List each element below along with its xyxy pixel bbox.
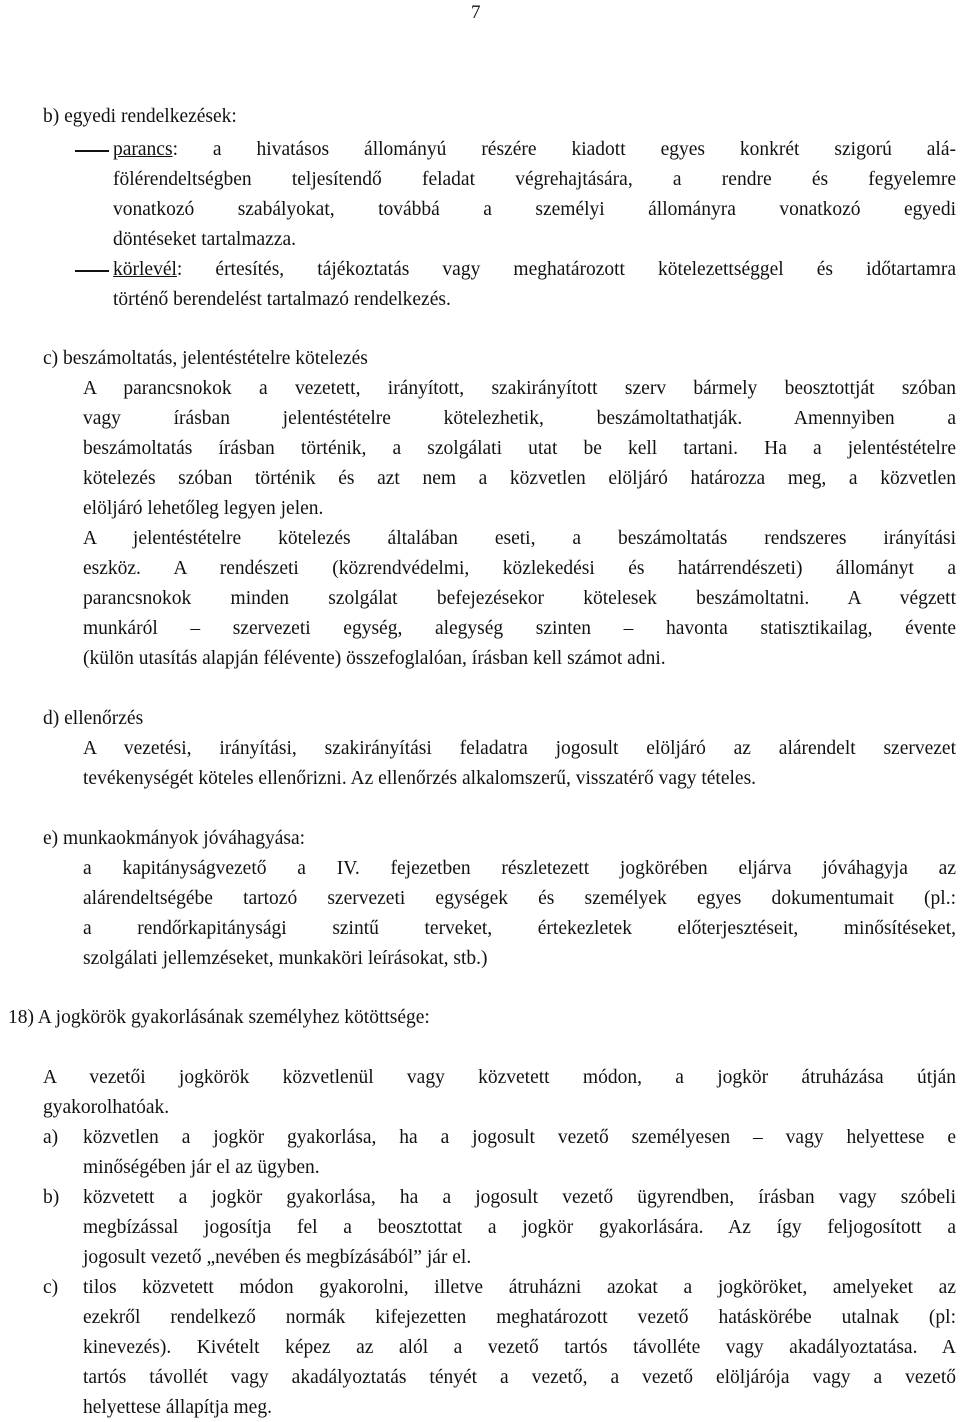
s18-intro-line: A vezetői jogkörök közvetlenül vagy közvetett módon, a jogkör átruházása útján bbox=[43, 1067, 956, 1088]
c-line: eszköz. A rendészeti (közrendvédelmi, közlekedési és határrendészeti) állományt a bbox=[83, 558, 956, 579]
section-18-heading: 18) A jogkörök gyakorlásának személyhez kötöttsége: bbox=[8, 1007, 430, 1028]
e-line: szolgálati jellemzéseket, munkaköri leírásokat, stb.) bbox=[83, 948, 488, 969]
c-line: A jelentéstételre kötelezés általában eseti, a beszámoltatás rendszeres irányítási bbox=[83, 528, 956, 549]
e-line: a kapitányságvezető a IV. fejezetben részletezett jogkörében eljárva jóváhagyja az bbox=[83, 858, 956, 879]
s18-a-line: közvetlen a jogkör gyakorlása, ha a jogosult vezető személyesen – vagy helyettese e bbox=[83, 1127, 956, 1148]
term-parancs: parancs bbox=[113, 139, 173, 160]
s18-c-line: ezekről rendelkező normák kifejezetten meghatározott vezető hatáskörébe utalnak (pl: bbox=[83, 1307, 956, 1328]
s18-a-line: minőségében jár el az ügyben. bbox=[83, 1157, 320, 1178]
section-e-heading: e) munkaokmányok jóváhagyása: bbox=[43, 828, 306, 849]
b-item2-line2: történő berendelést tartalmazó rendelkezés. bbox=[113, 289, 451, 310]
c-line: parancsnokok minden szolgálat befejezésekor kötelesek beszámoltatni. A végzett bbox=[83, 588, 956, 609]
s18-c-marker: c) bbox=[43, 1277, 59, 1298]
term-korlevel: körlevél bbox=[113, 259, 177, 280]
page-number: 7 bbox=[471, 2, 481, 23]
dash-bullet bbox=[75, 270, 109, 272]
section-b-heading: b) egyedi rendelkezések: bbox=[43, 106, 237, 127]
d-line: tevékenységét köteles ellenőrizni. Az ellenőrzés alkalomszerű, visszatérő vagy tételes. bbox=[83, 768, 757, 789]
b-item2-text1: : értesítés, tájékoztatás vagy meghatározott kötelezettséggel és időtartamra bbox=[176, 259, 956, 280]
c-line: (külön utasítás alapján félévente) összefoglalóan, írásban kell számot adni. bbox=[83, 648, 666, 669]
s18-b-line: megbízással jogosítja fel a beosztottat a jogkör gyakorlására. Az így feljogosított a bbox=[83, 1217, 956, 1238]
s18-intro-line: gyakorolhatóak. bbox=[43, 1097, 170, 1118]
d-line: A vezetési, irányítási, szakirányítási feladatra jogosult elöljáró az alárendelt szervezet bbox=[83, 738, 956, 759]
b-item1-line4: döntéseket tartalmazza. bbox=[113, 229, 296, 250]
s18-c-line: kinevezés). Kivételt képez az alól a vezető tartós távolléte vagy akadályoztatása. A bbox=[83, 1337, 956, 1358]
section-c-heading: c) beszámoltatás, jelentéstételre kötelezés bbox=[43, 348, 368, 369]
s18-b-marker: b) bbox=[43, 1187, 60, 1208]
c-line: beszámoltatás írásban történik, a szolgálati utat be kell tartani. Ha a jelentéstételre bbox=[83, 438, 956, 459]
b-item1-line3: vonatkozó szabályokat, továbbá a személyi állományra vonatkozó egyedi bbox=[113, 199, 956, 220]
s18-c-line: tilos közvetett módon gyakorolni, illetve átruházni azokat a jogköröket, amelyeket az bbox=[83, 1277, 956, 1298]
s18-b-line: közvetett a jogkör gyakorlása, ha a jogosult vezető ügyrendben, írásban vagy szóbeli bbox=[83, 1187, 956, 1208]
b-item2-line1 bbox=[113, 258, 956, 282]
dash-bullet bbox=[75, 150, 109, 152]
s18-c-line: helyettese állapítja meg. bbox=[83, 1397, 272, 1418]
e-line: a rendőrkapitánysági szintű terveket, értekezletek előterjesztéseit, minősítéseket, bbox=[83, 918, 956, 939]
b-item1-line2: fölérendeltségben teljesítendő feladat végrehajtására, a rendre és fegyelemre bbox=[113, 169, 956, 190]
e-line: alárendeltségébe tartozó szervezeti egységek és személyek egyes dokumentumait (pl.: bbox=[83, 888, 956, 909]
b-item1-text1: : a hivatásos állományú részére kiadott egyes konkrét szigorú alá- bbox=[172, 139, 956, 160]
b-item1-line1 bbox=[113, 138, 956, 162]
s18-b-line: jogosult vezető „nevében és megbízásából” jár el. bbox=[83, 1247, 472, 1268]
c-line: kötelezés szóban történik és azt nem a közvetlen elöljáró határozza meg, a közvetlen bbox=[83, 468, 956, 489]
s18-c-line: tartós távollét vagy akadályoztatás tényét a vezető, a vezető elöljárója vagy a vezető bbox=[83, 1367, 956, 1388]
section-d-heading: d) ellenőrzés bbox=[43, 708, 144, 729]
c-line: munkáról – szervezeti egység, alegység szinten – havonta statisztikailag, évente bbox=[83, 618, 956, 639]
c-line: vagy írásban jelentéstételre kötelezhetik, beszámoltathatják. Amennyiben a bbox=[83, 408, 956, 429]
c-line: A parancsnokok a vezetett, irányított, szakirányított szerv bármely beosztottját szóban bbox=[83, 378, 956, 399]
c-line: elöljáró lehetőleg legyen jelen. bbox=[83, 498, 324, 519]
s18-a-marker: a) bbox=[43, 1127, 59, 1148]
